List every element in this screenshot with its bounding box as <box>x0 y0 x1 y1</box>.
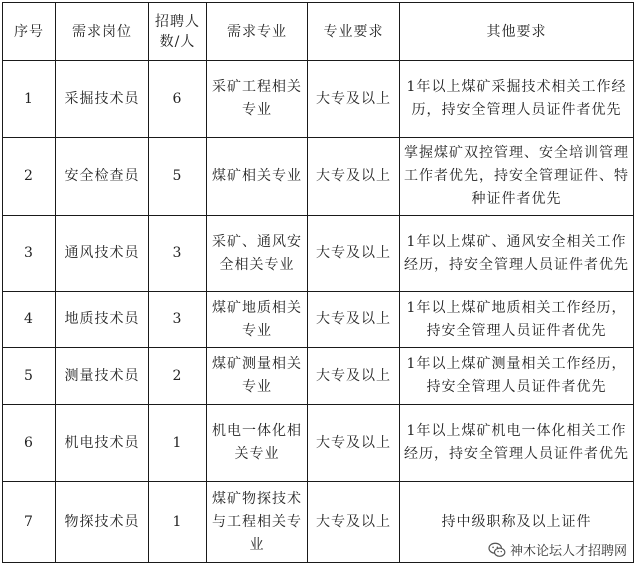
cell-major: 采矿、通风安全相关专业 <box>207 216 308 292</box>
cell-education: 大专及以上 <box>308 405 400 482</box>
cell-serial-number: 2 <box>3 138 56 216</box>
cell-headcount: 1 <box>149 405 207 482</box>
cell-position: 采掘技术员 <box>56 61 149 138</box>
cell-headcount: 5 <box>149 138 207 216</box>
header-serial-number: 序号 <box>3 3 56 61</box>
table-row <box>3 405 634 482</box>
cell-serial-number: 1 <box>3 61 56 138</box>
cell-headcount: 1 <box>149 482 207 563</box>
cell-major: 煤矿物探技术与工程相关专业 <box>207 482 308 563</box>
watermark <box>485 539 630 560</box>
cell-serial-number: 3 <box>3 216 56 292</box>
cell-other-requirements: 掌握煤矿双控管理、安全培训管理工作者优先，持安全管理证件、特种证件者优先 <box>400 138 634 216</box>
table-row <box>3 292 634 348</box>
cell-serial-number: 6 <box>3 405 56 482</box>
cell-major: 煤矿测量相关专业 <box>207 348 308 405</box>
table-row <box>3 138 634 216</box>
cell-position: 安全检查员 <box>56 138 149 216</box>
cell-other-requirements: 1年以上煤矿测量相关工作经历，持安全管理人员证件者优先 <box>400 348 634 405</box>
cell-other-requirements: 1年以上煤矿采掘技术相关工作经历，持安全管理人员证件者优先 <box>400 61 634 138</box>
table-header-row <box>3 3 634 61</box>
header-other-requirements: 其他要求 <box>400 3 634 61</box>
cell-education: 大专及以上 <box>308 348 400 405</box>
cell-major: 煤矿相关专业 <box>207 138 308 216</box>
cell-major: 煤矿地质相关专业 <box>207 292 308 348</box>
cell-education: 大专及以上 <box>308 292 400 348</box>
cell-serial-number: 4 <box>3 292 56 348</box>
header-major: 需求专业 <box>207 3 308 61</box>
cell-position: 地质技术员 <box>56 292 149 348</box>
header-headcount: 招聘人数/人 <box>149 3 207 61</box>
header-education: 专业要求 <box>308 3 400 61</box>
cell-serial-number: 5 <box>3 348 56 405</box>
recruitment-table <box>2 2 634 563</box>
watermark-text: 神木论坛人才招聘网 <box>509 544 627 559</box>
cell-education: 大专及以上 <box>308 138 400 216</box>
cell-education: 大专及以上 <box>308 216 400 292</box>
cell-position: 通风技术员 <box>56 216 149 292</box>
cell-other-requirements: 1年以上煤矿、通风安全相关工作经历，持安全管理人员证件者优先 <box>400 216 634 292</box>
cell-serial-number: 7 <box>3 482 56 563</box>
cell-other-requirements: 持中级职称及以上证件 <box>400 482 634 563</box>
cell-major: 机电一体化相关专业 <box>207 405 308 482</box>
table-row <box>3 61 634 138</box>
cell-major: 采矿工程相关专业 <box>207 61 308 138</box>
cell-position: 机电技术员 <box>56 405 149 482</box>
cell-other-requirements: 1年以上煤矿地质相关工作经历，持安全管理人员证件者优先 <box>400 292 634 348</box>
cell-education: 大专及以上 <box>308 482 400 563</box>
cell-education: 大专及以上 <box>308 61 400 138</box>
table-row <box>3 216 634 292</box>
cell-position: 测量技术员 <box>56 348 149 405</box>
cell-position: 物探技术员 <box>56 482 149 563</box>
wechat-icon <box>488 542 506 558</box>
cell-headcount: 3 <box>149 292 207 348</box>
cell-headcount: 6 <box>149 61 207 138</box>
cell-headcount: 3 <box>149 216 207 292</box>
cell-headcount: 2 <box>149 348 207 405</box>
cell-other-requirements: 1年以上煤矿机电一体化相关工作经历，持安全管理人员证件者优先 <box>400 405 634 482</box>
table-row <box>3 348 634 405</box>
header-position: 需求岗位 <box>56 3 149 61</box>
